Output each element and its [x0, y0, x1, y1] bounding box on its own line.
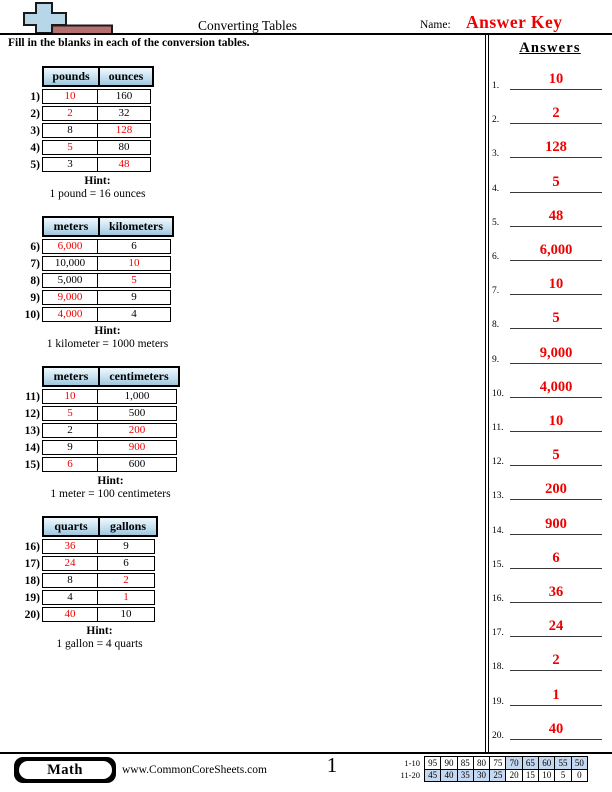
subject-badge	[14, 757, 116, 783]
table-cell-value: 9,000	[57, 291, 83, 303]
answer-item	[490, 682, 604, 706]
answer-item	[490, 203, 604, 227]
table-cell-value: 6	[67, 458, 73, 470]
answer-value: 900	[545, 515, 567, 532]
table-cell-value: 1,000	[97, 390, 176, 403]
answer-number: 17.	[492, 628, 504, 639]
answer-number: 14.	[492, 525, 504, 536]
answer-value: 10	[548, 413, 564, 429]
conversion-table-pounds-ounces	[12, 66, 154, 200]
row-number: 14)	[24, 441, 40, 454]
row-number: 3)	[30, 124, 40, 137]
table-row	[12, 607, 158, 622]
table-cell-value: 10	[97, 608, 154, 621]
answer-value: 6	[552, 549, 560, 566]
score-cell: 70	[506, 757, 522, 770]
table-row	[12, 556, 158, 571]
answer-item	[490, 374, 604, 398]
score-cell: 90	[441, 757, 457, 770]
answer-number: 3.	[492, 149, 500, 160]
answer-value: 36	[548, 584, 564, 600]
hint-label: Hint:	[97, 475, 124, 487]
answer-number: 20.	[492, 730, 504, 741]
table-cell-value: 2	[97, 574, 154, 587]
table-cell-value: 24	[64, 557, 76, 569]
row-number: 7)	[30, 257, 40, 270]
answer-item	[490, 476, 604, 500]
table-row	[12, 157, 154, 172]
website-url: www.CommonCoreSheets.com	[122, 764, 267, 776]
row-number: 16)	[24, 540, 40, 553]
answer-number: 13.	[492, 491, 504, 502]
column-header: pounds	[52, 69, 90, 83]
answer-value: 10	[548, 276, 564, 293]
column-header: meters	[53, 219, 89, 233]
answer-blank-line	[510, 515, 602, 535]
table-row-box	[42, 457, 177, 472]
hint-text: 1 kilometer = 1000 meters	[46, 338, 169, 350]
table-cell-value: 8	[67, 574, 73, 586]
page-title: Converting Tables	[198, 18, 297, 33]
table-cell-value: 10,000	[54, 257, 86, 269]
score-cell: 85	[457, 757, 473, 770]
answer-value: 1	[552, 686, 560, 703]
score-cell: 80	[473, 757, 489, 770]
score-grid-row	[392, 757, 587, 770]
conversion-table-quarts-gallons	[12, 516, 158, 650]
answer-number: 16.	[492, 594, 504, 604]
score-cell: 40	[441, 769, 457, 782]
column-header: gallons	[98, 518, 156, 535]
table-row-box	[42, 389, 177, 404]
row-number: 6)	[30, 240, 40, 253]
answer-number: 12.	[492, 457, 504, 468]
column-header: quarts	[54, 519, 88, 533]
answer-item	[490, 305, 604, 329]
table-header-row	[42, 66, 154, 87]
table-cell-value: 5	[97, 274, 170, 287]
score-range-label: 11-20	[400, 770, 420, 781]
table-cell-value: 9	[67, 441, 73, 453]
table-cell-value: 6	[97, 557, 154, 570]
table-row	[12, 123, 154, 138]
hint-text: 1 pound = 16 ounces	[49, 188, 146, 200]
answer-blank-line	[510, 651, 602, 671]
answer-item	[490, 613, 604, 637]
score-cell: 50	[571, 757, 587, 770]
table-cell-value: 6	[97, 240, 170, 253]
name-label: Name:	[420, 19, 451, 31]
answer-number: 15.	[492, 559, 504, 570]
table-cell-value: 600	[97, 458, 176, 471]
score-cell: 0	[571, 769, 587, 782]
answer-blank-line	[510, 275, 602, 295]
answer-item	[490, 340, 604, 364]
table-cell-value: 80	[97, 141, 150, 154]
table-cell-value: 6,000	[57, 240, 83, 252]
table-row	[12, 423, 180, 438]
score-cell: 15	[522, 769, 538, 782]
row-number: 9)	[30, 291, 40, 304]
hint-text: 1 meter = 100 centimeters	[50, 488, 171, 500]
table-cell-value: 900	[97, 441, 176, 454]
table-cell-value: 5	[67, 141, 73, 153]
table-row	[12, 140, 154, 155]
table-row	[12, 590, 158, 605]
score-cell: 10	[539, 769, 555, 782]
table-row	[12, 89, 154, 104]
row-number: 5)	[30, 158, 40, 171]
conversion-table-meters-kilometers	[12, 216, 174, 350]
answer-value: 40	[548, 720, 564, 737]
score-cell: 25	[490, 769, 506, 782]
table-cell-value: 36	[64, 540, 76, 552]
header-divider-line	[0, 33, 612, 35]
table-cell-value: 3	[67, 158, 73, 170]
table-cell-value: 8	[67, 124, 73, 136]
row-number: 20)	[24, 608, 40, 621]
answer-value: 5	[552, 173, 560, 190]
answer-item	[490, 442, 604, 466]
answer-item	[490, 134, 604, 158]
table-cell-value: 32	[97, 107, 150, 120]
score-cell: 95	[425, 757, 441, 770]
answer-item	[490, 408, 604, 432]
table-cell-value: 48	[97, 158, 150, 171]
table-row-box	[42, 273, 171, 288]
answer-number: 4.	[492, 183, 500, 194]
table-row-box	[42, 539, 155, 554]
answer-blank-line	[510, 617, 602, 637]
score-cell: 45	[425, 769, 441, 782]
table-cell-value: 4	[67, 591, 73, 603]
answer-value: 10	[548, 71, 564, 87]
table-cell-value: 128	[97, 124, 150, 137]
table-row-box	[42, 106, 151, 121]
row-number: 17)	[24, 557, 40, 570]
answer-blank-line	[510, 70, 602, 90]
row-number: 11)	[25, 390, 40, 403]
answer-item	[490, 169, 604, 193]
answer-item	[490, 66, 604, 90]
vertical-divider-double-line	[485, 35, 489, 753]
answer-number: 7.	[492, 286, 500, 297]
answer-blank-line	[510, 241, 602, 261]
row-number: 8)	[30, 274, 40, 287]
column-header: kilometers	[98, 218, 172, 235]
hint-label: Hint:	[86, 625, 113, 637]
answer-number: 5.	[492, 217, 500, 228]
table-cell-value: 9	[97, 291, 170, 304]
table-row	[12, 406, 180, 421]
answer-number: 10.	[492, 388, 504, 399]
table-row	[12, 573, 158, 588]
table-row	[12, 290, 174, 305]
table-row	[12, 389, 180, 404]
table-row	[12, 256, 174, 271]
table-row-box	[42, 406, 177, 421]
answer-item	[490, 271, 604, 295]
row-number: 15)	[24, 458, 40, 471]
column-header: meters	[53, 369, 89, 383]
table-row	[12, 273, 174, 288]
row-number: 4)	[30, 141, 40, 154]
answer-number: 11.	[492, 423, 504, 433]
answer-blank-line	[510, 686, 602, 706]
table-row-box	[42, 239, 171, 254]
table-header-row	[42, 516, 158, 537]
row-number: 2)	[30, 107, 40, 120]
answer-number: 1.	[492, 81, 500, 91]
table-row-box	[42, 89, 151, 104]
table-row	[12, 307, 174, 322]
column-header: centimeters	[98, 368, 178, 385]
table-row-box	[42, 140, 151, 155]
answer-number: 19.	[492, 696, 504, 707]
conversion-table-meters-centimeters	[12, 366, 180, 500]
answer-number: 18.	[492, 662, 504, 673]
table-cell-value: 2	[67, 107, 73, 119]
score-cell: 55	[555, 757, 571, 770]
table-cell-value: 5	[67, 407, 73, 419]
table-cell-value: 500	[97, 407, 176, 420]
score-cell: 35	[457, 769, 473, 782]
table-row-box	[42, 307, 171, 322]
answer-item	[490, 579, 604, 603]
answer-blank-line	[510, 549, 602, 569]
answer-value: 4,000	[539, 378, 573, 395]
hint-label: Hint:	[84, 175, 111, 187]
table-row	[12, 239, 174, 254]
score-range-label: 1-10	[404, 757, 420, 768]
table-cell-value: 1	[97, 591, 154, 604]
answer-blank-line	[510, 378, 602, 398]
score-cell: 75	[490, 757, 506, 770]
table-row-box	[42, 440, 177, 455]
table-row	[12, 440, 180, 455]
table-row-box	[42, 157, 151, 172]
row-number: 19)	[24, 591, 40, 604]
table-row-box	[42, 290, 171, 305]
table-cell-value: 10	[97, 257, 170, 270]
table-cell-value: 2	[67, 424, 73, 436]
table-row-box	[42, 607, 155, 622]
table-cell-value: 5,000	[57, 274, 83, 286]
answers-title: Answers	[519, 40, 581, 56]
answer-key-text: Answer Key	[466, 12, 563, 32]
answer-blank-line	[510, 720, 602, 740]
answer-blank-line	[510, 138, 602, 158]
table-header-row	[42, 216, 174, 237]
table-cell-value: 9	[97, 540, 154, 553]
hint-label: Hint:	[94, 325, 121, 337]
answer-blank-line	[510, 173, 602, 193]
hint-text: 1 gallon = 4 quarts	[56, 638, 143, 650]
table-row-box	[42, 590, 155, 605]
table-row-box	[42, 556, 155, 571]
answer-blank-line	[510, 412, 602, 432]
answer-value: 24	[548, 618, 564, 635]
table-row-box	[42, 123, 151, 138]
score-cell: 30	[473, 769, 489, 782]
score-cell: 5	[555, 769, 571, 782]
table-cell-value: 10	[64, 90, 76, 102]
table-cell-value: 4	[97, 308, 170, 321]
score-grid-row	[392, 769, 587, 782]
answer-value: 9,000	[539, 344, 573, 361]
table-cell-value: 4,000	[57, 308, 83, 320]
answer-blank-line	[510, 104, 602, 124]
answer-value: 2	[552, 652, 560, 669]
answer-item	[490, 237, 604, 261]
row-number: 13)	[24, 424, 40, 437]
answer-item	[490, 647, 604, 671]
subject-badge-label: Math	[19, 761, 112, 779]
table-row-box	[42, 256, 171, 271]
row-number: 12)	[24, 407, 40, 420]
table-cell-value: 40	[64, 608, 76, 620]
table-row-box	[42, 423, 177, 438]
answer-number: 6.	[492, 252, 500, 262]
answer-item	[490, 545, 604, 569]
table-cell-value: 160	[97, 90, 150, 103]
column-header: ounces	[98, 68, 152, 85]
table-cell-value: 200	[97, 424, 176, 437]
table-row-box	[42, 573, 155, 588]
answer-number: 2.	[492, 115, 500, 126]
table-row	[12, 457, 180, 472]
table-row	[12, 106, 154, 121]
answer-value: 2	[552, 105, 560, 122]
answer-item	[490, 511, 604, 535]
score-cell: 65	[522, 757, 538, 770]
answer-blank-line	[510, 480, 602, 500]
answer-blank-line	[510, 583, 602, 603]
page-number: 1	[326, 753, 338, 777]
answer-blank-line	[510, 446, 602, 466]
answer-value: 6,000	[539, 242, 573, 258]
answer-number: 9.	[492, 354, 500, 365]
row-number: 1)	[30, 90, 40, 103]
answer-blank-line	[510, 344, 602, 364]
table-cell-value: 10	[64, 390, 76, 402]
answer-value: 48	[548, 207, 564, 224]
answer-item	[490, 100, 604, 124]
row-number: 10)	[24, 308, 40, 321]
table-row	[12, 539, 158, 554]
answer-value: 200	[545, 481, 567, 498]
answer-blank-line	[510, 207, 602, 227]
row-number: 18)	[24, 574, 40, 587]
answer-item	[490, 716, 604, 740]
answer-number: 8.	[492, 320, 500, 331]
answer-blank-line	[510, 309, 602, 329]
table-header-row	[42, 366, 180, 387]
answer-value: 5	[552, 310, 560, 327]
instruction-text: Fill in the blanks in each of the conversion tables.	[8, 37, 250, 49]
score-cell: 20	[506, 769, 522, 782]
score-grid	[392, 756, 588, 782]
answer-value: 5	[552, 447, 560, 464]
answer-value: 128	[545, 139, 567, 156]
score-cell: 60	[539, 757, 555, 770]
